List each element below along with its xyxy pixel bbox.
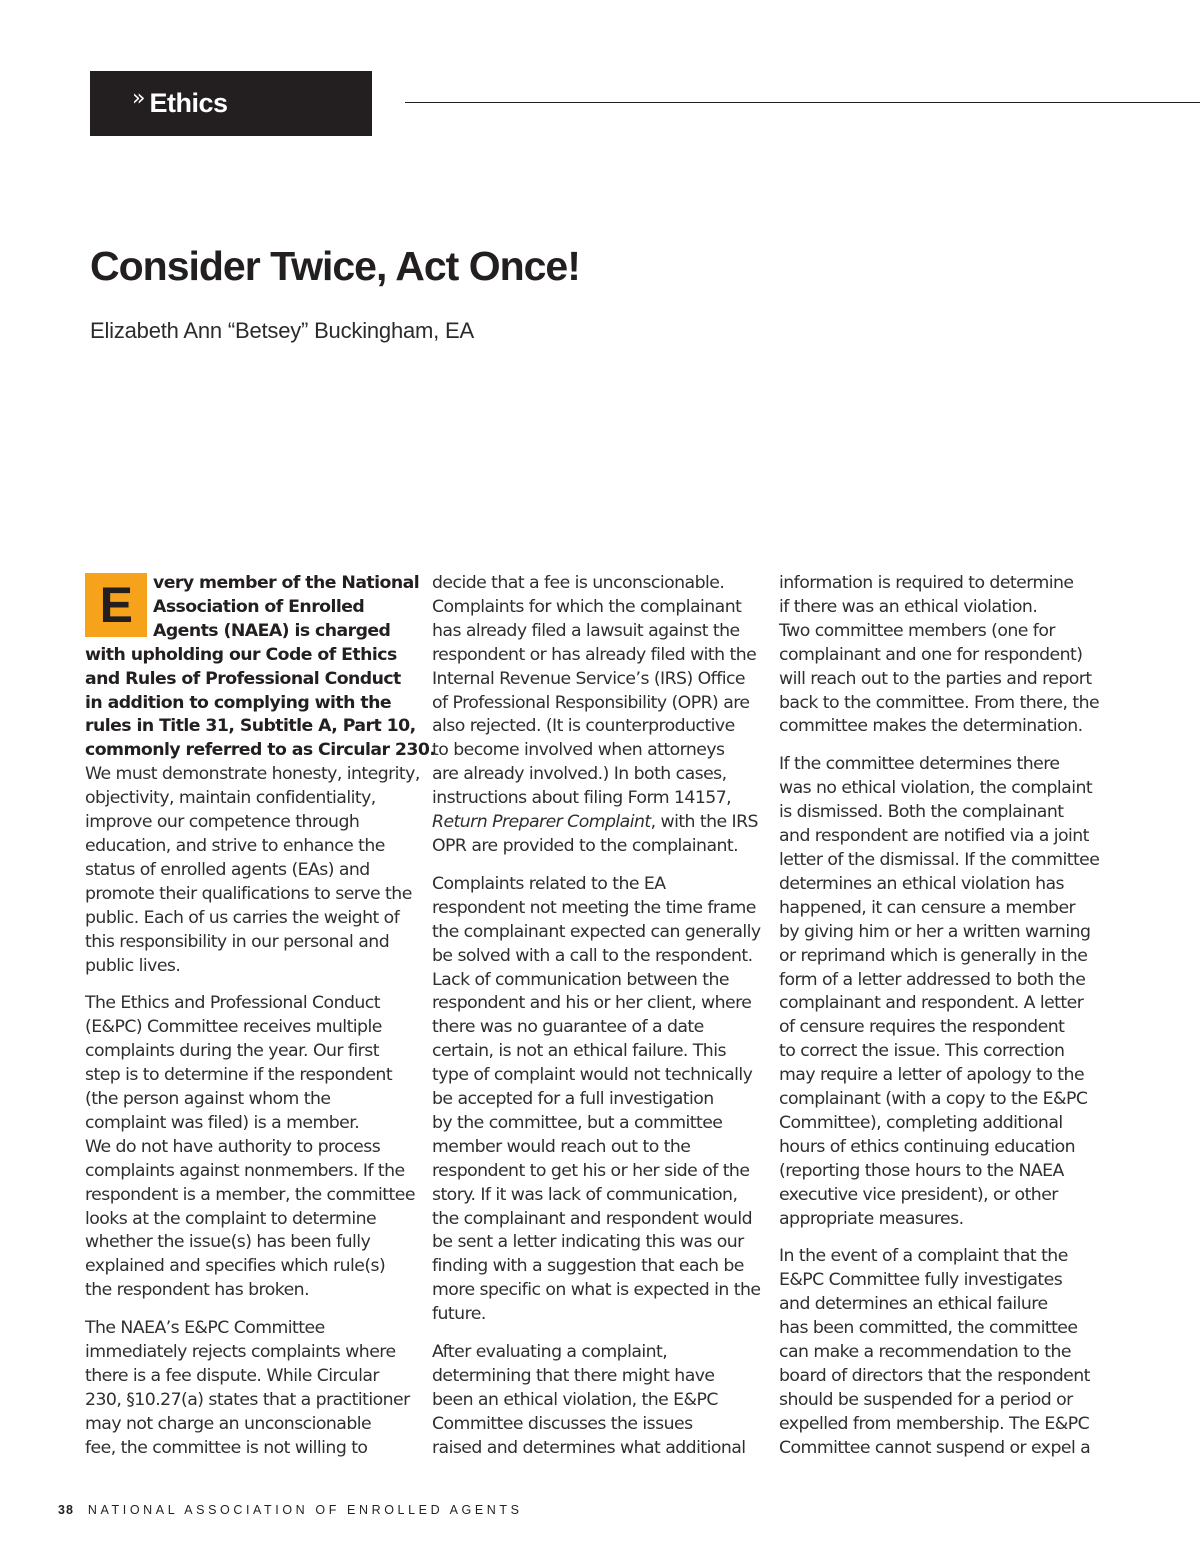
text-line: determines an ethical violation has [779,873,1064,894]
text-line: The NAEA’s E&PC Committee [85,1318,325,1339]
text-line: is dismissed. Both the complainant [779,802,1064,823]
text-line: the respondent has broken. [85,1280,310,1301]
text-line: very member of the National [153,573,420,593]
chevron-right-icon: » [132,86,146,111]
text-line: We do not have authority to process [85,1136,381,1157]
text-line: information is required to determine [779,573,1074,593]
text-line: OPR are provided to the complainant. [432,835,739,856]
text-line: objectivity, maintain confidentiality, [85,788,376,809]
text-line: committee makes the determination. [779,716,1083,737]
form-title-italic: Return Preparer Complaint [432,812,651,833]
text-line: letter of the dismissal. If the committee [779,849,1100,870]
text-line: (reporting those hours to the NAEA [779,1160,1064,1181]
text-line: form of a letter addressed to both the [779,969,1086,990]
article-byline: Elizabeth Ann “Betsey” Buckingham, EA [90,318,474,343]
body-paragraph [779,572,1109,739]
text-line: respondent not meeting the time frame [432,897,756,918]
article-title: Consider Twice, Act Once! [90,243,580,289]
text-line: and respondent are notified via a joint [779,826,1089,847]
page-number: 38 [58,1503,74,1517]
body-paragraph [779,1245,1109,1460]
text-line: this responsibility in our personal and [85,931,390,952]
body-paragraph [85,992,415,1303]
text-line: was no ethical violation, the complaint [779,778,1093,799]
text-line: rules in Title 31, Subtitle A, Part 10, [85,716,416,737]
text-line: of Professional Responsibility (OPR) are [432,692,750,713]
text-line: promote their qualifications to serve the [85,883,412,904]
text-line: has been committed, the committee [779,1318,1078,1339]
text-line: complaint was filed) is a member. [85,1112,360,1133]
text-line: determining that there might have [432,1366,715,1386]
text-line: instructions about filing Form 14157, [432,788,732,809]
article-column-1 [85,572,436,1475]
header-divider [405,102,1200,103]
text-line: hours of ethics continuing education [779,1136,1076,1157]
text-line: may not charge an unconscionable [85,1413,372,1434]
text-line: explained and specifies which rule(s) [85,1256,386,1277]
text-line: be solved with a call to the respondent. [432,945,753,966]
text-line: complainant (with a copy to the E&PC [779,1089,1088,1110]
text-line: and Rules of Professional Conduct [85,668,401,689]
text-line: raised and determines what additional [432,1437,746,1458]
text-line: be accepted for a full investigation [432,1089,714,1110]
text-line: The Ethics and Professional Conduct [85,993,380,1014]
text-line: 230, §10.27(a) states that a practitioner [85,1389,410,1410]
text-line: step is to determine if the respondent [85,1065,393,1086]
text-line: (the person against whom the [85,1089,331,1110]
text-line: be sent a letter indicating this was our [432,1232,744,1253]
text-line: improve our competence through [85,812,360,833]
publication-name: NATIONAL ASSOCIATION OF ENROLLED AGENTS [87,1503,523,1517]
body-paragraph [432,873,762,1327]
text-line: public lives. [85,955,181,976]
body-paragraph [432,1341,762,1461]
text-line: commonly referred to as Circular 230. [85,740,436,761]
text-line: Committee discusses the issues [432,1413,693,1434]
page-footer [58,1503,523,1517]
article-column-3 [779,572,1109,1475]
text-line: in addition to complying with the [85,692,391,713]
text-line: by giving him or her a written warning [779,921,1091,942]
text-line: should be suspended for a period or [779,1389,1073,1410]
drop-cap: E [85,573,147,637]
text-line: executive vice president), or other [779,1184,1058,1205]
text-line: if there was an ethical violation. [779,596,1038,617]
section-tab [90,71,372,136]
text-line: Committee cannot suspend or expel a [779,1437,1091,1458]
text-line: Complaints related to the EA [432,873,666,894]
text-line: public. Each of us carries the weight of [85,907,400,928]
text-line: there is a fee dispute. While Circular [85,1366,379,1386]
text-line: with upholding our Code of Ethics [85,644,397,665]
body-paragraph [85,1317,415,1460]
text-line: whether the issue(s) has been fully [85,1232,371,1253]
text-line: may require a letter of apology to the [779,1065,1085,1086]
text-line: or reprimand which is generally in the [779,945,1088,966]
text-line: are already involved.) In both cases, [432,764,727,785]
text-line: Association of Enrolled [153,596,365,617]
text-fragment: , with the IRS [650,812,758,833]
text-line: to correct the issue. This correction [779,1041,1065,1062]
text-line: education, and strive to enhance the [85,835,385,856]
text-line: the complainant and respondent would [432,1208,753,1229]
text-line: respondent and his or her client, where [432,993,752,1014]
section-label: Ethics [149,88,228,118]
text-line: Internal Revenue Service’s (IRS) Office [432,668,746,689]
text-line: Lack of communication between the [432,969,729,990]
text-line: immediately rejects complaints where [85,1342,396,1363]
text-line: to become involved when attorneys [432,740,725,761]
text-line: and determines an ethical failure [779,1294,1048,1315]
body-paragraph [779,753,1109,1231]
text-line: board of directors that the respondent [779,1366,1090,1386]
text-line: appropriate measures. [779,1208,964,1229]
text-line: respondent or has already filed with the [432,644,757,665]
article-column-2 [432,572,762,1475]
text-line: Agents (NAEA) is charged [153,620,391,641]
text-line: by the committee, but a committee [432,1112,723,1133]
text-line: been an ethical violation, the E&PC [432,1389,718,1410]
text-line: complainant and respondent. A letter [779,993,1084,1014]
text-line: member would reach out to the [432,1136,691,1157]
text-line: E&PC Committee fully investigates [779,1270,1063,1291]
text-line: status of enrolled agents (EAs) and [85,859,370,880]
text-line: finding with a suggestion that each be [432,1256,744,1277]
text-line: (E&PC) Committee receives multiple [85,1017,382,1038]
text-line: expelled from membership. The E&PC [779,1413,1090,1434]
text-line: Two committee members (one for [779,620,1055,641]
text-line: there was no guarantee of a date [432,1017,704,1038]
text-line: respondent to get his or her side of the [432,1160,750,1181]
text-line: Committee), completing additional [779,1112,1063,1133]
text-line: After evaluating a complaint, [432,1342,668,1363]
text-line: respondent is a member, the committee [85,1184,415,1205]
text-line: future. [432,1304,486,1325]
text-line: fee, the committee is not willing to [85,1437,368,1458]
text-line: more specific on what is expected in the [432,1280,761,1301]
text-line: certain, is not an ethical failure. This [432,1041,726,1062]
text-line: decide that a fee is unconscionable. [432,573,725,593]
text-line: story. If it was lack of communication, [432,1184,738,1205]
text-line: the complainant expected can generally [432,921,761,942]
text-line: Complaints for which the complainant [432,596,742,617]
text-line: If the committee determines there [779,754,1060,775]
text-line [432,811,762,835]
text-line: can make a recommendation to the [779,1342,1072,1363]
text-line: also rejected. (It is counterproductive [432,716,735,737]
text-line: type of complaint would not technically [432,1065,753,1086]
text-line: has already filed a lawsuit against the [432,620,740,641]
text-line: In the event of a complaint that the [779,1246,1068,1267]
lead-paragraph [85,572,436,978]
text-line: happened, it can censure a member [779,897,1076,918]
text-line: will reach out to the parties and report [779,668,1092,689]
text-line: back to the committee. From there, the [779,692,1100,713]
text-line: looks at the complaint to determine [85,1208,377,1229]
text-line: We must demonstrate honesty, integrity, [85,764,420,785]
text-line: complaints during the year. Our first [85,1041,379,1062]
text-line: of censure requires the respondent [779,1017,1065,1038]
text-line: complainant and one for respondent) [779,644,1083,665]
body-paragraph [432,572,762,859]
text-line: complaints against nonmembers. If the [85,1160,405,1181]
